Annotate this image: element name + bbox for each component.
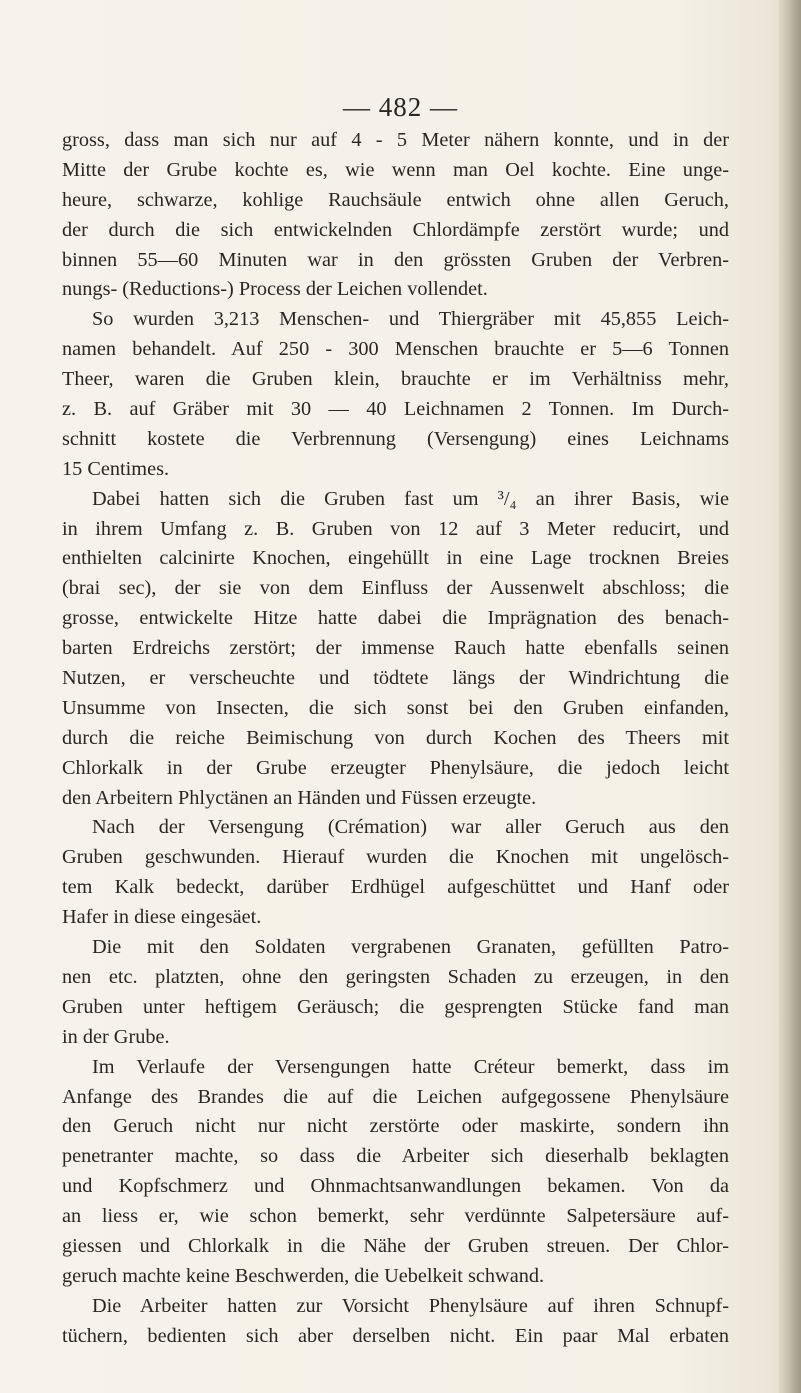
text-line: Hafer in diese eingesäet. xyxy=(62,906,262,929)
text-line: tüchern, bedienten sich aber derselben nicht. Ein paar Mal erbaten xyxy=(62,1324,729,1347)
text-line: tem Kalk bedeckt, darüber Erdhügel aufgeschüttet und Hanf oder xyxy=(62,876,729,899)
text-line: Unsumme von Insecten, die sich sonst bei den Gruben einfanden, xyxy=(62,696,729,719)
text-line: Anfange des Brandes die auf die Leichen aufgegossene Phenylsäure xyxy=(62,1085,729,1108)
text-line: (brai sec), der sie von dem Einfluss der Aussenwelt abschloss; die xyxy=(62,577,729,600)
text-line: und Kopfschmerz und Ohnmachtsanwandlungen bekamen. Von da xyxy=(62,1175,729,1198)
text-line: in der Grube. xyxy=(62,1025,170,1048)
text-line: namen behandelt. Auf 250 - 300 Menschen brauchte er 5—6 Tonnen xyxy=(62,338,729,361)
text-line: schnitt kostete die Verbrennung (Versengung) eines Leichnams xyxy=(62,427,729,450)
text-line: So wurden 3,213 Menschen- und Thiergräber mit 45,855 Leich- xyxy=(92,308,729,331)
text-line: enthielten calcinirte Knochen, eingehüllt in eine Lage trocknen Breies xyxy=(62,547,729,570)
text-line: penetranter machte, so dass die Arbeiter sich dieserhalb beklagten xyxy=(62,1145,729,1168)
text-line: Nutzen, er verscheuchte und tödtete längs der Windrichtung die xyxy=(62,667,729,690)
text-line: den Arbeitern Phlyctänen an Händen und Füssen erzeugte. xyxy=(62,786,537,809)
text-line: z. B. auf Gräber mit 30 — 40 Leichnamen 2 Tonnen. Im Durch- xyxy=(62,398,729,421)
text-line: Theer, waren die Gruben klein, brauchte er im Verhältniss mehr, xyxy=(62,368,729,391)
text-line: grosse, entwickelte Hitze hatte dabei die Imprägnation des benach- xyxy=(62,607,729,630)
text-line: Dabei hatten sich die Gruben fast um ³/₄ an ihrer Basis, wie xyxy=(92,487,729,510)
page-edge-shadow xyxy=(779,0,801,1393)
text-line: den Geruch nicht nur nicht zerstörte oder maskirte, sondern ihn xyxy=(62,1115,729,1138)
text-line: Mitte der Grube kochte es, wie wenn man Oel kochte. Eine unge- xyxy=(62,158,729,181)
text-line: an liess er, wie schon bemerkt, sehr verdünnte Salpetersäure auf- xyxy=(62,1205,729,1228)
text-line: durch die reiche Beimischung von durch Kochen des Theers mit xyxy=(62,726,729,749)
text-line: Gruben unter heftigem Geräusch; die gesprengten Stücke fand man xyxy=(62,995,729,1018)
text-line: geruch machte keine Beschwerden, die Uebelkeit schwand. xyxy=(62,1264,545,1287)
text-line: nungs- (Reductions-) Process der Leichen vollendet. xyxy=(62,278,488,301)
text-line: nen etc. platzten, ohne den geringsten Schaden zu erzeugen, in den xyxy=(62,965,729,988)
text-line: der durch die sich entwickelnden Chlordämpfe zerstört wurde; und xyxy=(62,218,729,241)
text-line: Nach der Versengung (Crémation) war aller Geruch aus den xyxy=(92,816,729,839)
text-line: in ihrem Umfang z. B. Gruben von 12 auf 3 Meter reducirt, und xyxy=(62,517,729,540)
text-line: gross, dass man sich nur auf 4 - 5 Meter nähern konnte, und in der xyxy=(62,129,729,151)
text-line: binnen 55—60 Minuten war in den grössten Gruben der Verbren- xyxy=(62,248,729,271)
text-line: Im Verlaufe der Versengungen hatte Créteur bemerkt, dass im xyxy=(92,1055,729,1078)
text-line: 15 Centimes. xyxy=(62,457,170,480)
body-text xyxy=(62,126,729,1352)
text-line: Die Arbeiter hatten zur Vorsicht Phenylsäure auf ihren Schnupf- xyxy=(92,1294,729,1317)
text-line: heure, schwarze, kohlige Rauchsäule entwich ohne allen Geruch, xyxy=(62,188,729,211)
text-line: giessen und Chlorkalk in die Nähe der Gruben streuen. Der Chlor- xyxy=(62,1234,729,1257)
text-line: Chlorkalk in der Grube erzeugter Phenylsäure, die jedoch leicht xyxy=(62,756,729,779)
text-line: Gruben geschwunden. Hierauf wurden die Knochen mit ungelösch- xyxy=(62,846,729,869)
page-number: — 482 — xyxy=(343,92,458,122)
text-line: Die mit den Soldaten vergrabenen Granaten, gefüllten Patro- xyxy=(92,936,729,959)
text-line: barten Erdreichs zerstört; der immense Rauch hatte ebenfalls seinen xyxy=(62,637,729,660)
